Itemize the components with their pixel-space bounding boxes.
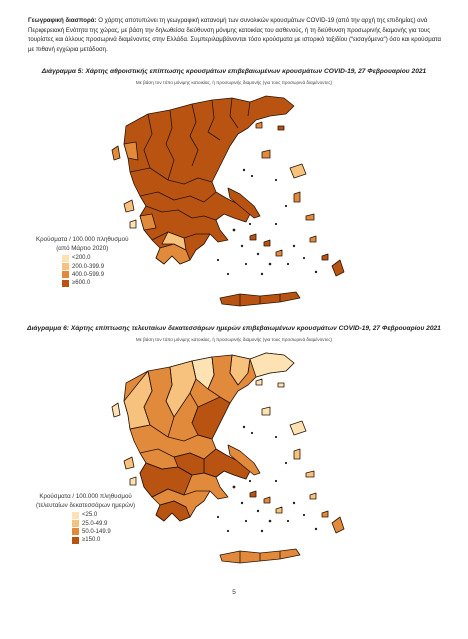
map5-corfu — [112, 146, 120, 160]
map6-dodecanese-1 — [310, 493, 316, 499]
map6-cyclades-3 — [276, 507, 282, 513]
legend-label: 400.0-599.9 — [72, 271, 105, 278]
legend-swatch — [62, 255, 69, 262]
map5-thasos — [256, 122, 262, 128]
map5-lesvos — [290, 164, 306, 178]
figure6-legend-title-1: Κρούσματα / 100.000 πληθυσμού — [39, 493, 132, 500]
map6-region-north-3 — [250, 353, 294, 377]
intro-text: Ο χάρτης αποτυπώνει τη γεωγραφική κατανομή των συνολικών κρουσμάτων COVID-19 (από την αρχή της επιδημίας) ανά Περιφερειακή Ενότητα της χώρας, με βάση την δηλωθείσα διεύθυνση μόνιμης κατοικίας του ασθενούς, ή τη διεύθυνση προσωρινής διαμονής για τους τουρίστες και άλλους προσωρινά διαμένοντες στην Ελλάδα. Συμπεριλαμβάνονται τόσο κρούσματα με ιστορικό ταξιδίου (“εισαγόμενα”) όσο και κρούσματα με πιθανή εγχώρια μετάδοση. — [28, 17, 442, 53]
map6-samothrace — [278, 383, 284, 387]
figure6-title: Διάγραμμα 6: Χάρτης επίπτωσης τελευταίων δεκατεσσάρων ημερών επιβεβαιωμένων κρουσμάτων COVID-19, 27 Φεβρουαρίου 2021 — [27, 325, 441, 332]
map5-cyclades-1 — [250, 234, 256, 240]
legend-label: <200.0 — [72, 255, 91, 262]
legend-label: 50.0-149.9 — [82, 528, 111, 535]
map6-samos — [306, 471, 314, 477]
legend-swatch — [72, 537, 79, 544]
map5-samothrace — [278, 126, 284, 130]
figure5-legend-item — [62, 262, 128, 270]
figure6-legend-item — [72, 528, 135, 536]
map6-thasos — [256, 379, 262, 385]
figure5-legend — [36, 236, 128, 288]
map5-samos — [306, 214, 314, 220]
legend-label: ≥600.0 — [72, 280, 91, 287]
intro-paragraph — [28, 16, 443, 54]
legend-swatch — [72, 520, 79, 527]
figure6-legend — [36, 493, 135, 545]
legend-swatch — [62, 263, 69, 270]
figure5-legend-title-2: (από Μάρτιο 2020) — [56, 244, 109, 252]
figure6-legend-item — [72, 519, 135, 527]
map5-cyclades-2 — [264, 240, 270, 246]
figure6-legend-title-2: (τελευταίων δεκατεσσάρων ημερών) — [36, 501, 136, 509]
figure5-title: Διάγραμμα 5: Χάρτης αθροιστικής επίπτωσης κρουσμάτων επιβεβαιωμένων κρουσμάτων COVID-19, 27 Φεβρουαρίου 2021 — [41, 68, 427, 75]
map6-corfu — [112, 403, 120, 417]
map5-cyclades-3 — [276, 250, 282, 256]
figure5-legend-item — [62, 254, 128, 262]
figure5-legend-item — [62, 271, 128, 279]
map5-chios — [294, 192, 300, 202]
figure5-legend-item — [62, 279, 128, 287]
map6-rhodes — [332, 517, 344, 533]
figure6-legend-item — [72, 536, 135, 544]
legend-swatch — [62, 271, 69, 278]
page-number: 5 — [232, 589, 236, 596]
map5-zakynthos — [130, 220, 136, 228]
map6-lesvos — [290, 421, 306, 435]
map5-dodecanese-1 — [310, 236, 316, 242]
legend-label: 200.0-399.9 — [72, 263, 105, 270]
figure6-legend-item — [72, 511, 135, 519]
map5-dodecanese-2 — [322, 254, 328, 260]
map5-rhodes — [332, 260, 344, 276]
figure5-legend-title-1: Κρούσματα / 100.000 πληθυσμού — [36, 236, 129, 243]
legend-label: ≥150.0 — [82, 537, 101, 544]
figure6-subtitle: Με βάση τον τόπο μόνιμης κατοικίας, ή προσωρινής διαμονής (για τους προσωρινά διαμένοντες) — [135, 337, 333, 342]
map5-lemnos — [262, 150, 270, 158]
legend-label: <25.0 — [82, 512, 98, 519]
map5-region-light-4 — [124, 142, 138, 160]
figure5-map — [100, 88, 350, 320]
legend-label: 25.0-49.9 — [82, 520, 108, 527]
map6-cyclades-2 — [264, 497, 270, 503]
map6-zakynthos — [130, 477, 136, 485]
map6-lemnos — [262, 407, 270, 415]
map6-kefalonia — [124, 457, 134, 469]
map5-kefalonia — [124, 200, 134, 212]
legend-swatch — [62, 280, 69, 287]
intro-label: Γεωγραφική διασπορά: — [28, 17, 97, 24]
legend-swatch — [72, 528, 79, 535]
map6-cyclades-1 — [250, 491, 256, 497]
map6-dodecanese-2 — [322, 511, 328, 517]
legend-swatch — [72, 512, 79, 519]
figure6-map — [100, 345, 350, 577]
map6-chios — [294, 449, 300, 459]
figure5-subtitle: Με βάση τον τόπο μόνιμης κατοικίας, ή προσωρινής διαμονής (για τους προσωρινά διαμένοντες) — [135, 80, 333, 85]
